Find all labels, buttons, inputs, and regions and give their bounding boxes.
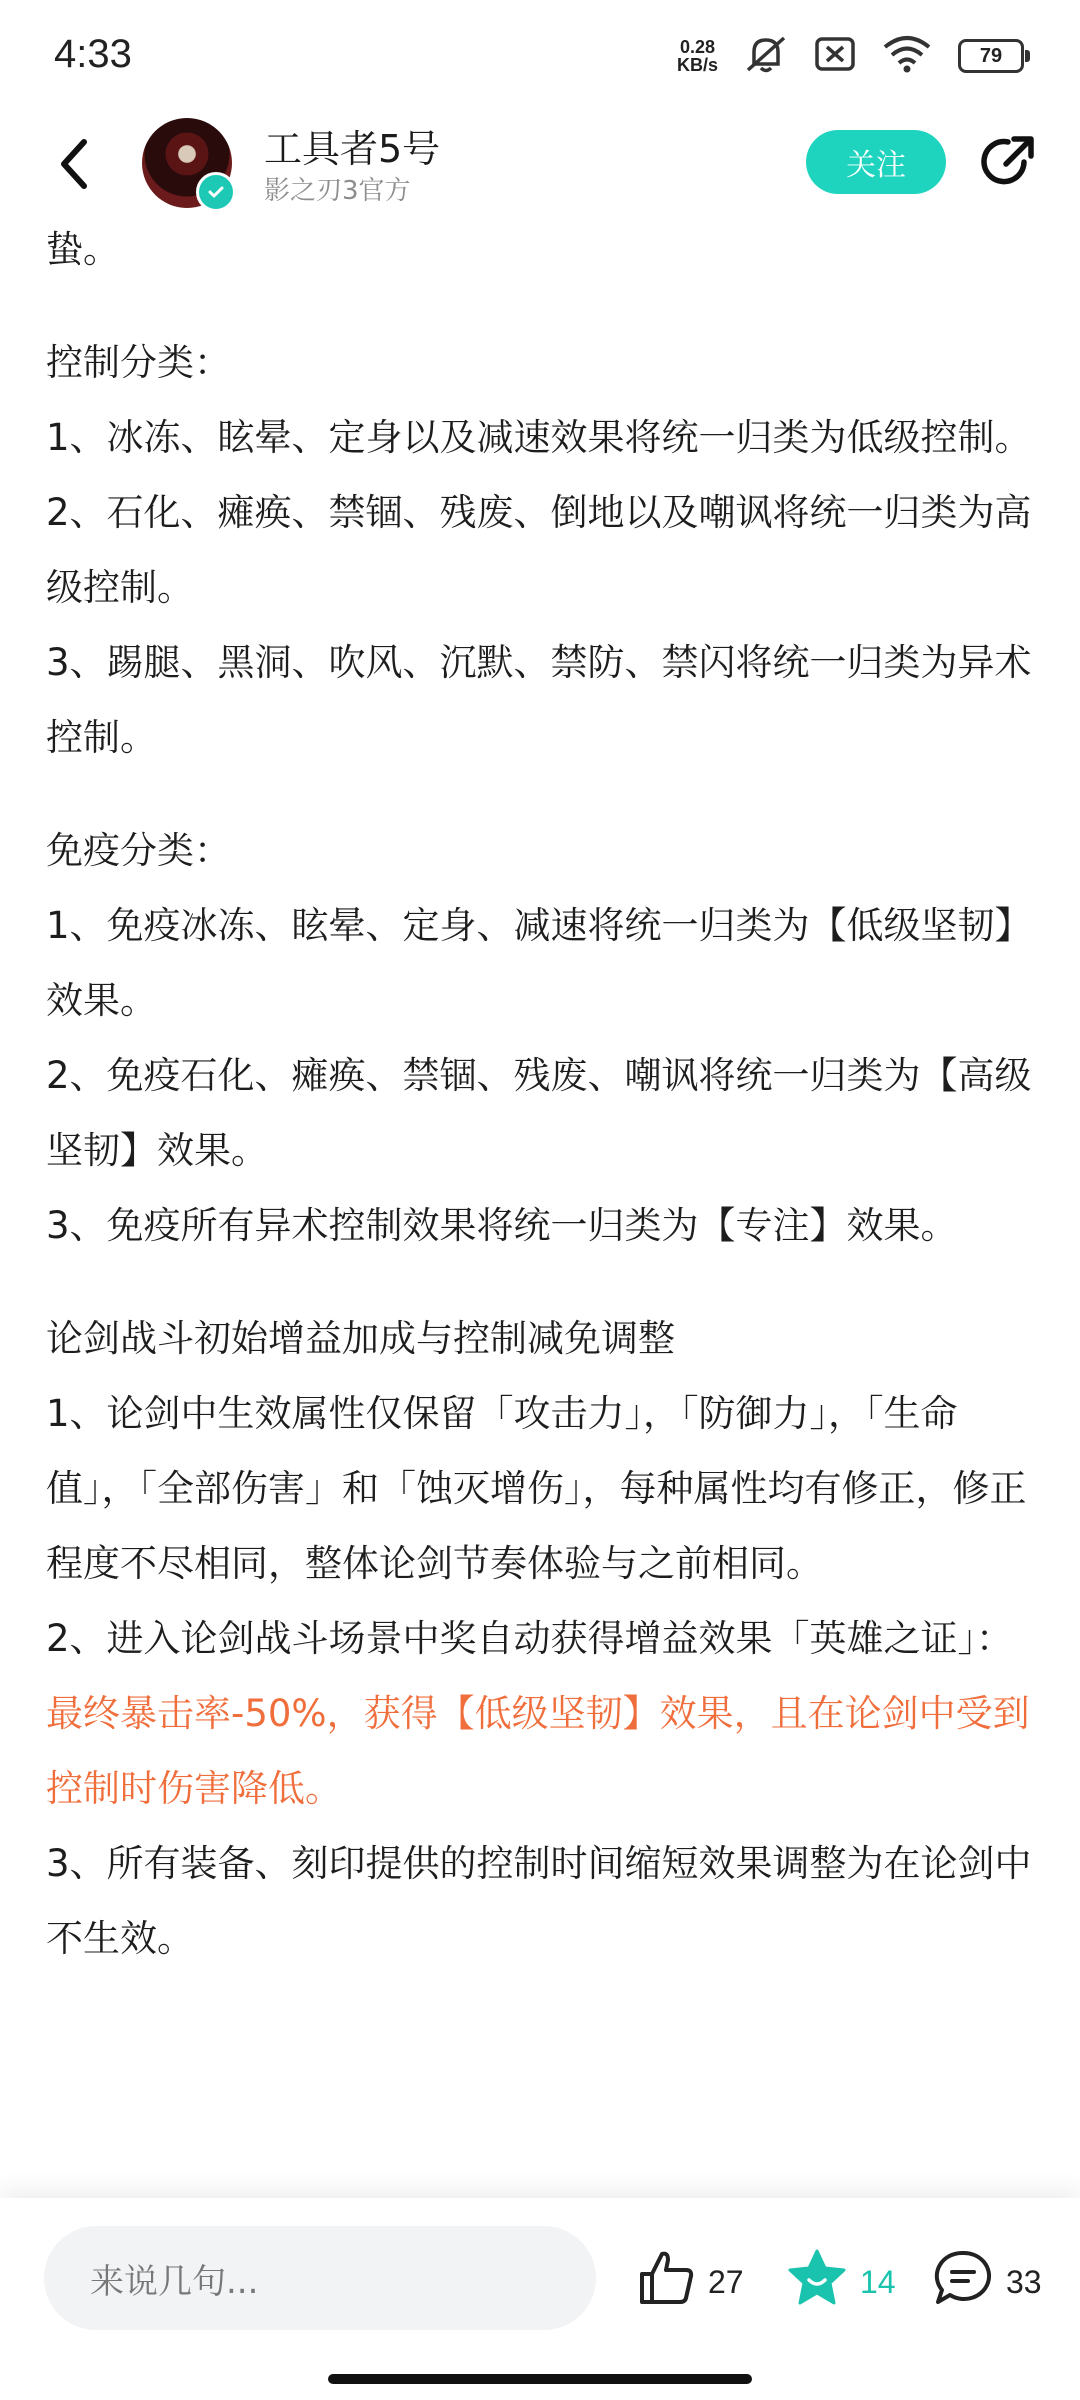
comment-input[interactable]: 来说几句... [44,2226,596,2330]
comment-bubble-icon [932,2248,994,2316]
section-heading: 论剑战斗初始增益加成与控制减免调整 [46,1317,675,1360]
paragraph: 2、石化、瘫痪、禁锢、残废、倒地以及嘲讽将统一归类为高级控制。 [46,491,1032,609]
comments-button[interactable] [932,2248,1042,2316]
follow-button[interactable]: 关注 [806,130,946,194]
chevron-left-icon [58,138,90,194]
mute-bell-icon [744,34,788,78]
star-icon [786,2248,848,2316]
section-heading: 控制分类： [46,341,231,384]
author-name[interactable]: 工具者5号 [264,127,441,171]
post-header [0,110,1080,222]
like-button[interactable] [636,2248,744,2316]
share-button[interactable] [976,132,1040,196]
like-count: 27 [708,2263,744,2300]
net-speed [677,38,718,74]
no-sim-icon [814,36,856,76]
share-icon [978,132,1038,196]
back-button[interactable] [44,128,104,204]
home-indicator[interactable] [328,2374,752,2384]
thumbs-up-icon [636,2248,696,2316]
favorite-button[interactable] [786,2248,896,2316]
highlight-text: 最终暴击率-50%，获得【低级坚韧】效果，且在论剑中受到控制时伤害降低。 [46,1692,1030,1810]
verified-badge-icon [196,172,236,212]
paragraph: 1、免疫冰冻、眩晕、定身、减速将统一归类为【低级坚韧】效果。 [46,904,1032,1022]
net-speed-value: 0.28 [679,37,716,57]
paragraph: 1、冰冻、眩晕、定身以及减速效果将统一归类为低级控制。 [46,416,1032,459]
paragraph [46,1601,1046,1826]
status-icons [677,34,1024,78]
paragraph-text: 2、进入论剑战斗场景中奖自动获得增益效果「英雄之证」： [46,1617,1014,1660]
status-time: 4:33 [54,32,132,76]
status-bar [0,0,1080,118]
article-body [46,212,1046,1976]
paragraph: 1、论剑中生效属性仅保留「攻击力」，「防御力」，「生命值」，「全部伤害」和「蚀灭增伤」，每种属性均有修正，修正程度不尽相同，整体论剑节奏体验与之前相同。 [46,1392,1027,1585]
comment-count: 33 [1006,2263,1042,2300]
paragraph: 3、免疫所有异术控制效果将统一归类为【专注】效果。 [46,1204,958,1247]
bottom-action-bar [0,2198,1080,2400]
battery-indicator: 79 [958,39,1024,73]
paragraph: 2、免疫石化、瘫痪、禁锢、残废、嘲讽将统一归类为【高级坚韧】效果。 [46,1054,1032,1172]
paragraph: 3、所有装备、刻印提供的控制时间缩短效果调整为在论剑中不生效。 [46,1842,1032,1960]
author-subtitle: 影之刃3官方 [264,176,411,206]
net-speed-unit: KB/s [676,55,718,75]
paragraph: 3、踢腿、黑洞、吹风、沉默、禁防、禁闪将统一归类为异术控制。 [46,641,1032,759]
section-heading: 免疫分类： [46,829,231,872]
favorite-count: 14 [860,2263,896,2300]
paragraph: 蛰。 [46,228,120,271]
wifi-icon [882,35,932,77]
